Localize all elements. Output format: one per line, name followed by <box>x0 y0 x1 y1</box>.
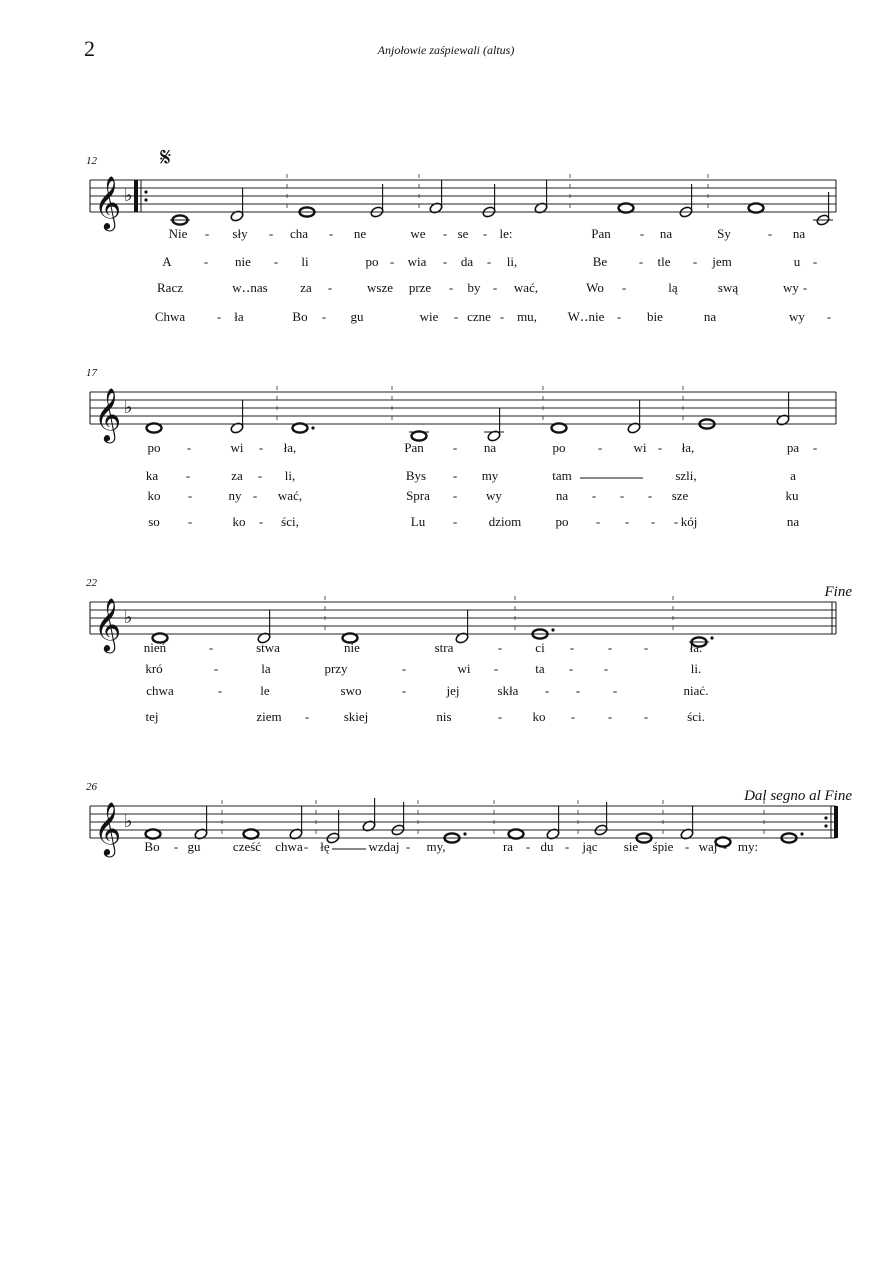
lyric-syllable: u <box>793 254 801 269</box>
lyric-hyphen: - <box>327 280 333 295</box>
lyric-hyphen: - <box>673 514 679 529</box>
lyric-syllable: cha <box>289 226 309 241</box>
lyric-hyphen: - <box>401 683 407 698</box>
lyric-syllable: ta <box>535 661 545 676</box>
lyric-hyphen: - <box>595 514 601 529</box>
note-half <box>455 610 469 644</box>
lyric-syllable: wy <box>789 309 805 324</box>
lyric-syllable: prze <box>408 280 432 295</box>
note-half <box>484 408 504 442</box>
note-whole <box>244 829 259 838</box>
lyric-hyphen: - <box>802 280 808 295</box>
lyric-syllable: za <box>300 280 312 295</box>
augmentation-dot <box>800 832 803 835</box>
lyric-syllable: wy <box>486 488 502 503</box>
lyric-hyphen: - <box>486 254 492 269</box>
lyric-syllable: nis <box>436 709 452 724</box>
lyric-syllable: skiej <box>343 709 369 724</box>
lyric-hyphen: - <box>258 514 264 529</box>
lyric-syllable: ci <box>535 640 545 655</box>
lyric-hyphen: - <box>216 309 222 324</box>
lyric-syllable: kró <box>145 661 163 676</box>
lyric-hyphen: - <box>258 440 264 455</box>
lyric-syllable: po <box>147 440 161 455</box>
lyric-syllable: du <box>540 839 554 854</box>
key-flat-icon: ♭ <box>124 185 133 205</box>
note-whole <box>749 203 764 212</box>
lyric-hyphen: - <box>544 683 550 698</box>
lyric-syllable: nie <box>235 254 251 269</box>
lyric-syllable: mu, <box>517 309 537 324</box>
lyric-syllable: wsze <box>367 280 393 295</box>
treble-clef-icon: 𝄞 <box>94 389 122 440</box>
lyric-syllable: W‥nie <box>567 309 605 324</box>
note-half <box>429 180 443 214</box>
lyric-syllable: Pan <box>591 226 611 241</box>
lyric-hyphen: - <box>452 488 458 503</box>
lyric-hyphen: - <box>452 440 458 455</box>
lyric-hyphen: - <box>569 640 575 655</box>
lyric-syllable: ko <box>232 514 246 529</box>
lyric-hyphen: - <box>684 839 690 854</box>
lyric-hyphen: - <box>568 661 574 676</box>
lyric-syllable: lą <box>668 280 678 295</box>
lyric-hyphen: - <box>304 709 310 724</box>
lyric-syllable: nie <box>344 640 360 655</box>
lyric-syllable: stwa <box>256 640 280 655</box>
lyric-syllable: ziem <box>256 709 282 724</box>
measure-number: 12 <box>86 155 97 167</box>
lyric-hyphen: - <box>442 254 448 269</box>
lyric-hyphen: - <box>722 839 728 854</box>
lyric-syllable: stra <box>434 640 454 655</box>
lyric-hyphen: - <box>591 488 597 503</box>
lyric-hyphen: - <box>575 683 581 698</box>
note-head <box>147 423 162 432</box>
note-dotted-whole <box>293 423 315 432</box>
lyric-syllable: na <box>555 488 569 503</box>
note-half <box>813 192 833 226</box>
lyric-hyphen: - <box>401 661 407 676</box>
lyric-hyphen: - <box>452 514 458 529</box>
lyric-syllable: Lu <box>410 514 426 529</box>
lyric-hyphen: - <box>826 309 832 324</box>
lyric-hyphen: - <box>570 709 576 724</box>
lyric-syllable: le: <box>499 226 513 241</box>
lyric-syllable: śpie <box>652 839 674 854</box>
note-half <box>546 806 560 840</box>
lyric-syllable: ła. <box>689 640 703 655</box>
lyric-syllable: kój <box>680 514 698 529</box>
lyric-syllable: na <box>792 226 806 241</box>
lyric-hyphen: - <box>203 254 209 269</box>
lyric-syllable: bie <box>647 309 663 324</box>
lyric-syllable: jem <box>712 254 732 269</box>
note-half <box>627 400 641 434</box>
note-half <box>680 806 694 840</box>
lyric-syllable: so <box>148 514 160 529</box>
lyric-syllable: w‥nas <box>232 280 268 295</box>
lyric-syllable: tam <box>552 468 572 483</box>
lyric-hyphen: - <box>647 488 653 503</box>
lyric-syllable: Racz <box>157 280 183 295</box>
lyric-syllable: le <box>260 683 270 698</box>
system-3 <box>86 577 852 724</box>
repeat-dot <box>824 816 827 819</box>
lyric-hyphen: - <box>303 839 309 854</box>
lyric-hyphen: - <box>607 709 613 724</box>
lyric-syllable: ko <box>532 709 546 724</box>
lyric-syllable: po <box>365 254 379 269</box>
lyric-syllable: swo <box>340 683 362 698</box>
lyric-syllable: Pan <box>404 440 424 455</box>
lyric-syllable: jej <box>446 683 460 698</box>
lyric-syllable: wi <box>457 661 471 676</box>
lyric-hyphen: - <box>650 514 656 529</box>
note-half <box>776 392 790 426</box>
page-title: Anjołowie zaśpiewali (altus) <box>377 43 515 57</box>
lyric-hyphen: - <box>603 661 609 676</box>
augmentation-dot <box>710 636 713 639</box>
lyric-syllable: ści. <box>687 709 705 724</box>
lyric-syllable: wi <box>230 440 244 455</box>
note-half <box>534 180 548 214</box>
lyric-syllable: gu <box>350 309 364 324</box>
lyric-syllable: ła <box>234 309 244 324</box>
lyric-syllable: niać. <box>683 683 709 698</box>
lyric-syllable: my <box>481 468 499 483</box>
lyric-syllable: li <box>301 254 309 269</box>
lyric-hyphen: - <box>252 488 258 503</box>
lyric-syllable: swą <box>717 280 739 295</box>
note-half <box>594 802 608 836</box>
note-half <box>362 798 376 832</box>
lyric-hyphen: - <box>621 280 627 295</box>
lyric-syllable: gu <box>187 839 201 854</box>
key-flat-icon: ♭ <box>124 811 133 831</box>
lyric-hyphen: - <box>767 226 773 241</box>
key-flat-icon: ♭ <box>124 607 133 627</box>
lyric-syllable: Bo <box>292 309 308 324</box>
lyric-hyphen: - <box>657 440 663 455</box>
lyric-syllable: ści, <box>281 514 299 529</box>
lyric-syllable: Spra <box>406 488 430 503</box>
lyric-hyphen: - <box>812 254 818 269</box>
lyric-syllable: wy <box>783 280 799 295</box>
lyric-syllable: za <box>231 468 243 483</box>
lyric-hyphen: - <box>328 226 334 241</box>
lyric-hyphen: - <box>493 661 499 676</box>
lyric-syllable: ko <box>147 488 161 503</box>
note-half <box>289 806 303 840</box>
note-whole <box>146 829 161 838</box>
lyric-syllable: po <box>555 514 569 529</box>
measure-number: 26 <box>86 781 97 793</box>
lyric-syllable: li, <box>284 468 296 483</box>
system-2 <box>86 367 836 529</box>
note-half <box>230 188 244 222</box>
lyric-syllable: wać, <box>277 488 303 503</box>
repeat-dot <box>144 190 147 193</box>
lyric-hyphen: - <box>185 468 191 483</box>
lyric-hyphen: - <box>187 514 193 529</box>
lyric-syllable: czne <box>467 309 491 324</box>
lyric-hyphen: - <box>564 839 570 854</box>
lyric-hyphen: - <box>213 661 219 676</box>
augmentation-dot <box>311 426 314 429</box>
augmentation-dot <box>551 628 554 631</box>
note-whole <box>619 203 634 212</box>
lyric-hyphen: - <box>638 254 644 269</box>
lyric-syllable: sze <box>671 488 689 503</box>
system-1 <box>86 143 836 324</box>
lyric-syllable: na <box>659 226 673 241</box>
lyric-syllable: we <box>410 226 426 241</box>
note-half <box>194 806 208 840</box>
treble-clef-icon: 𝄞 <box>94 599 122 650</box>
lyric-syllable: skła <box>497 683 519 698</box>
lyric-hyphen: - <box>639 226 645 241</box>
lyric-syllable: Sy <box>717 226 731 241</box>
lyric-syllable: na <box>703 309 717 324</box>
note-head <box>619 203 634 212</box>
lyric-syllable: Be <box>592 254 608 269</box>
lyric-syllable: ła, <box>283 440 297 455</box>
note-half <box>482 184 496 218</box>
lyric-syllable: nień <box>143 640 167 655</box>
lyric-hyphen: - <box>492 280 498 295</box>
measure-number: 17 <box>86 367 97 379</box>
lyric-syllable: przy <box>324 661 348 676</box>
note-head <box>293 423 308 432</box>
lyric-syllable: pa <box>786 440 800 455</box>
lyric-hyphen: - <box>187 488 193 503</box>
lyric-syllable: wi <box>633 440 647 455</box>
lyric-syllable: Wo <box>586 280 604 295</box>
lyric-hyphen: - <box>525 839 531 854</box>
lyric-syllable: dziom <box>488 514 522 529</box>
lyric-hyphen: - <box>208 640 214 655</box>
lyric-syllable: wzdaj <box>368 839 400 854</box>
note-whole <box>509 829 524 838</box>
note-half <box>370 184 384 218</box>
lyric-hyphen: - <box>186 440 192 455</box>
lyric-syllable: li, <box>506 254 518 269</box>
lyric-syllable: sie <box>623 839 639 854</box>
lyric-hyphen: - <box>499 309 505 324</box>
lyric-hyphen: - <box>612 683 618 698</box>
note-head <box>749 203 764 212</box>
lyric-hyphen: - <box>453 309 459 324</box>
lyric-syllable: łę <box>320 839 330 854</box>
lyric-syllable: A <box>162 254 172 269</box>
note-head <box>146 829 161 838</box>
lyric-syllable: szli, <box>675 468 697 483</box>
lyric-hyphen: - <box>442 226 448 241</box>
lyric-hyphen: - <box>624 514 630 529</box>
note-half <box>391 802 405 836</box>
tempo-marking: Dal segno al Fine <box>744 788 852 804</box>
lyric-hyphen: - <box>204 226 210 241</box>
lyric-syllable: cześć <box>232 839 262 854</box>
lyric-hyphen: - <box>497 709 503 724</box>
note-half <box>230 400 244 434</box>
note-whole <box>147 423 162 432</box>
lyric-syllable: wać, <box>513 280 539 295</box>
system-4 <box>86 781 852 857</box>
lyric-hyphen: - <box>692 254 698 269</box>
measure-number: 22 <box>86 577 97 589</box>
note-head <box>244 829 259 838</box>
lyric-hyphen: - <box>268 226 274 241</box>
tempo-marking: Fine <box>824 584 852 600</box>
note-whole <box>170 215 190 224</box>
lyric-syllable: waj <box>698 839 718 854</box>
treble-clef-icon: 𝄞 <box>94 803 122 854</box>
lyric-syllable: chwa <box>275 839 303 854</box>
lyric-syllable: wie <box>419 309 439 324</box>
lyric-hyphen: - <box>389 254 395 269</box>
lyric-hyphen: - <box>607 640 613 655</box>
lyric-hyphen: - <box>616 309 622 324</box>
lyric-syllable: ne <box>353 226 367 241</box>
note-half <box>679 184 693 218</box>
lyric-hyphen: - <box>273 254 279 269</box>
lyric-syllable: tle <box>657 254 671 269</box>
lyric-hyphen: - <box>619 488 625 503</box>
lyric-hyphen: - <box>643 709 649 724</box>
lyric-syllable: chwa <box>146 683 174 698</box>
repeat-dot <box>144 198 147 201</box>
repeat-dot <box>824 824 827 827</box>
segno-icon: 𝄋 <box>160 143 172 172</box>
lyric-syllable: Bo <box>144 839 160 854</box>
lyric-syllable: li. <box>690 661 702 676</box>
lyric-syllable: my: <box>737 839 759 854</box>
lyric-hyphen: - <box>173 839 179 854</box>
lyric-hyphen: - <box>257 468 263 483</box>
augmentation-dot <box>463 832 466 835</box>
lyric-syllable: da <box>460 254 474 269</box>
lyric-syllable: sły <box>232 226 248 241</box>
lyric-syllable: ła, <box>681 440 695 455</box>
lyric-hyphen: - <box>643 640 649 655</box>
lyric-syllable: Bys <box>405 468 427 483</box>
note-whole <box>552 423 567 432</box>
lyric-hyphen: - <box>321 309 327 324</box>
treble-clef-icon: 𝄞 <box>94 177 122 228</box>
lyric-hyphen: - <box>597 440 603 455</box>
lyric-syllable: Nie <box>168 226 188 241</box>
lyric-hyphen: - <box>497 640 503 655</box>
lyric-hyphen: - <box>217 683 223 698</box>
lyric-hyphen: - <box>812 440 818 455</box>
lyric-syllable: ka <box>145 468 159 483</box>
page-number: 2 <box>84 36 95 61</box>
lyric-hyphen: - <box>482 226 488 241</box>
lyric-syllable: la <box>261 661 271 676</box>
lyric-syllable: jąc <box>582 839 598 854</box>
lyric-syllable: wia <box>407 254 427 269</box>
lyric-hyphen: - <box>452 468 458 483</box>
note-head <box>509 829 524 838</box>
lyric-syllable: by <box>467 280 481 295</box>
lyric-syllable: tej <box>145 709 159 724</box>
lyric-hyphen: - <box>448 280 454 295</box>
note-head <box>552 423 567 432</box>
lyric-hyphen: - <box>405 839 411 854</box>
lyric-syllable: ku <box>785 488 799 503</box>
lyric-syllable: na <box>786 514 800 529</box>
lyric-syllable: na <box>483 440 497 455</box>
lyric-syllable: se <box>457 226 469 241</box>
lyric-syllable: ra <box>502 839 514 854</box>
lyric-syllable: po <box>552 440 566 455</box>
key-flat-icon: ♭ <box>124 397 133 417</box>
lyric-syllable: a <box>790 468 796 483</box>
lyric-syllable: ny <box>228 488 242 503</box>
lyric-syllable: my, <box>426 839 446 854</box>
lyric-syllable: Chwa <box>154 309 186 324</box>
